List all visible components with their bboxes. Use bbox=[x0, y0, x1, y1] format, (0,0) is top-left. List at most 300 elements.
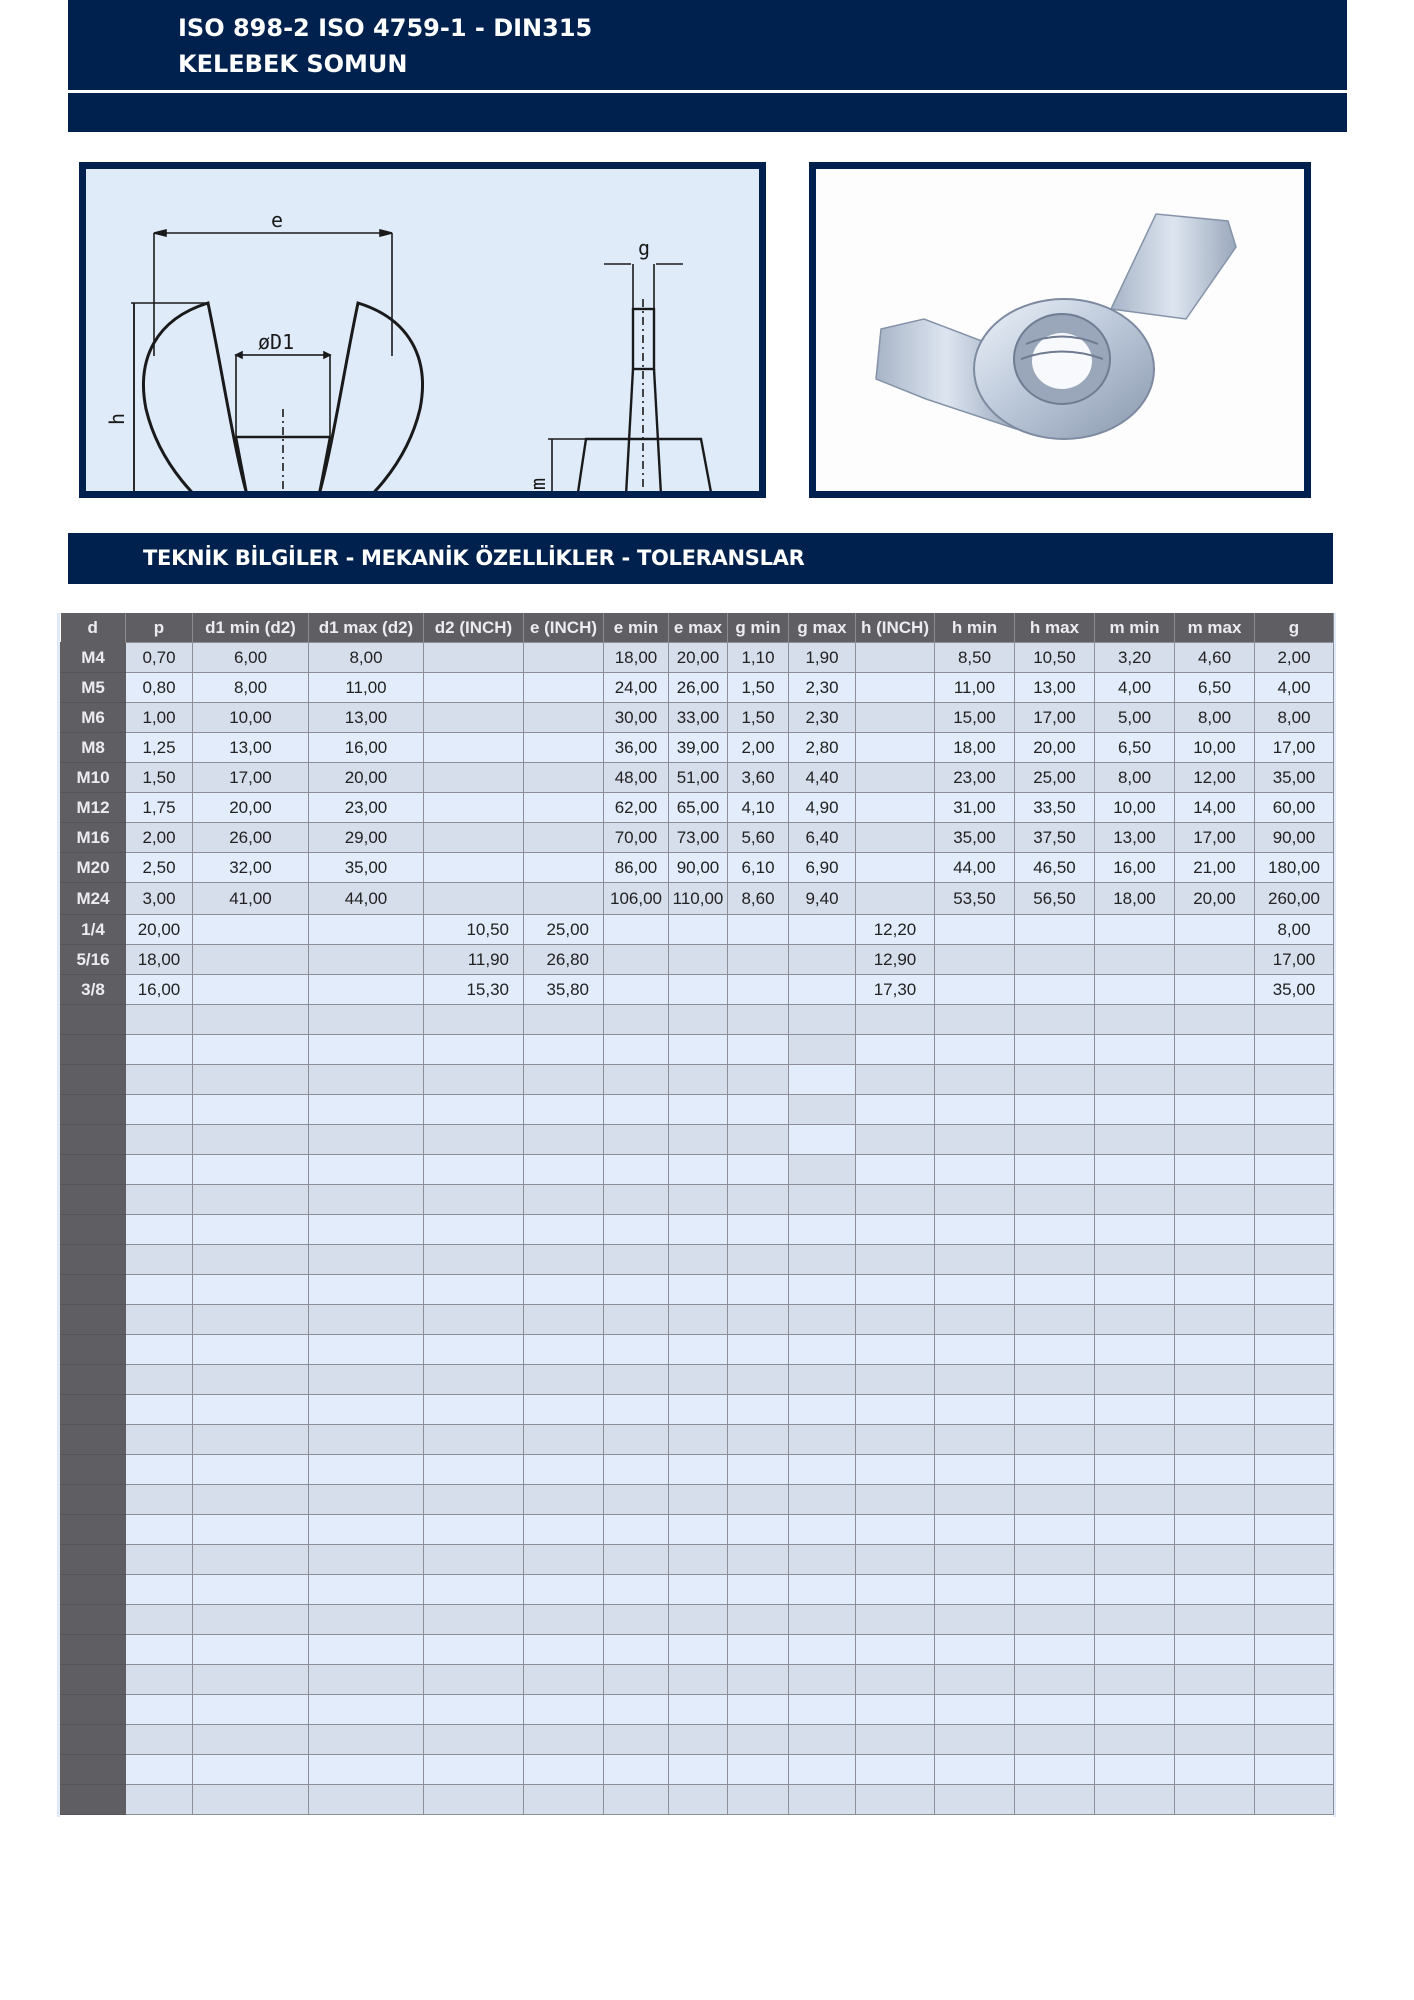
cell-d1-min bbox=[193, 1185, 309, 1215]
table-row-empty bbox=[61, 1545, 1334, 1575]
cell-p bbox=[126, 1695, 193, 1725]
cell-d2-inch: 10,50 bbox=[424, 915, 524, 945]
cell-e-inch bbox=[524, 1455, 604, 1485]
cell-g-min: 6,10 bbox=[728, 853, 789, 883]
cell-d1-max bbox=[309, 1665, 424, 1695]
cell-g-min: 8,60 bbox=[728, 883, 789, 915]
cell-h-min: 15,00 bbox=[935, 703, 1015, 733]
cell-g-max bbox=[789, 1365, 856, 1395]
cell-h-min: 31,00 bbox=[935, 793, 1015, 823]
row-label-d bbox=[61, 1635, 126, 1665]
cell-h-inch bbox=[856, 823, 935, 853]
table-row-empty bbox=[61, 1695, 1334, 1725]
cell-m-min bbox=[1095, 945, 1175, 975]
table-header-row bbox=[61, 613, 1334, 643]
cell-d1-min bbox=[193, 1065, 309, 1095]
cell-d1-max bbox=[309, 1125, 424, 1155]
row-label-d bbox=[61, 1335, 126, 1365]
cell-h-min bbox=[935, 1215, 1015, 1245]
table-row-empty bbox=[61, 1575, 1334, 1605]
cell-e-inch bbox=[524, 1005, 604, 1035]
cell-g-min: 1,50 bbox=[728, 703, 789, 733]
cell-d1-max bbox=[309, 1695, 424, 1725]
cell-e-max bbox=[669, 975, 728, 1005]
cell-g: 4,00 bbox=[1255, 673, 1334, 703]
section-header bbox=[68, 533, 1333, 584]
cell-g-max bbox=[789, 1665, 856, 1695]
cell-e-inch: 25,00 bbox=[524, 915, 604, 945]
cell-d2-inch bbox=[424, 1275, 524, 1305]
cell-h-min bbox=[935, 1305, 1015, 1335]
cell-h-inch bbox=[856, 1185, 935, 1215]
row-label-d: M24 bbox=[61, 883, 126, 915]
cell-p bbox=[126, 1425, 193, 1455]
cell-e-min bbox=[604, 975, 669, 1005]
cell-e-max bbox=[669, 1455, 728, 1485]
cell-h-min bbox=[935, 1365, 1015, 1395]
cell-h-min bbox=[935, 1425, 1015, 1455]
cell-h-min bbox=[935, 1095, 1015, 1125]
table-row-empty bbox=[61, 1455, 1334, 1485]
cell-h-min bbox=[935, 975, 1015, 1005]
cell-m-min bbox=[1095, 1425, 1175, 1455]
table-row-empty bbox=[61, 1425, 1334, 1455]
cell-e-max: 20,00 bbox=[669, 643, 728, 673]
table-row-empty bbox=[61, 1245, 1334, 1275]
cell-m-min bbox=[1095, 1365, 1175, 1395]
cell-m-max bbox=[1175, 1305, 1255, 1335]
cell-d1-min bbox=[193, 1575, 309, 1605]
cell-m-min: 10,00 bbox=[1095, 793, 1175, 823]
table-row-empty bbox=[61, 1305, 1334, 1335]
cell-m-min bbox=[1095, 1575, 1175, 1605]
cell-d1-min bbox=[193, 1755, 309, 1785]
row-label-d bbox=[61, 1065, 126, 1095]
cell-d1-max: 29,00 bbox=[309, 823, 424, 853]
cell-m-max bbox=[1175, 1065, 1255, 1095]
cell-e-max bbox=[669, 1245, 728, 1275]
cell-m-min bbox=[1095, 1335, 1175, 1365]
cell-h-max bbox=[1015, 1035, 1095, 1065]
cell-m-max bbox=[1175, 1035, 1255, 1065]
cell-h-max bbox=[1015, 1605, 1095, 1635]
cell-g-max: 2,30 bbox=[789, 673, 856, 703]
cell-g-max bbox=[789, 1305, 856, 1335]
cell-h-min bbox=[935, 1185, 1015, 1215]
cell-h-max bbox=[1015, 1395, 1095, 1425]
cell-g-min bbox=[728, 975, 789, 1005]
cell-g-max bbox=[789, 1005, 856, 1035]
cell-d2-inch bbox=[424, 1785, 524, 1815]
cell-d1-min bbox=[193, 1365, 309, 1395]
cell-m-max bbox=[1175, 1395, 1255, 1425]
cell-e-inch bbox=[524, 1305, 604, 1335]
cell-g: 35,00 bbox=[1255, 975, 1334, 1005]
row-label-d bbox=[61, 1575, 126, 1605]
cell-p bbox=[126, 1515, 193, 1545]
cell-h-min: 11,00 bbox=[935, 673, 1015, 703]
cell-d2-inch bbox=[424, 1335, 524, 1365]
cell-g: 2,00 bbox=[1255, 643, 1334, 673]
cell-g-min bbox=[728, 1695, 789, 1725]
cell-h-min: 35,00 bbox=[935, 823, 1015, 853]
column-header-e-min: e min bbox=[604, 613, 669, 643]
cell-d1-min bbox=[193, 1665, 309, 1695]
cell-e-inch bbox=[524, 883, 604, 915]
cell-p bbox=[126, 1035, 193, 1065]
cell-m-max: 4,60 bbox=[1175, 643, 1255, 673]
cell-d1-min bbox=[193, 1485, 309, 1515]
cell-e-inch bbox=[524, 1125, 604, 1155]
cell-e-min bbox=[604, 1575, 669, 1605]
cell-p bbox=[126, 1665, 193, 1695]
cell-p bbox=[126, 1215, 193, 1245]
cell-g-max bbox=[789, 945, 856, 975]
cell-e-min bbox=[604, 1485, 669, 1515]
cell-d1-max: 23,00 bbox=[309, 793, 424, 823]
cell-d2-inch bbox=[424, 1485, 524, 1515]
cell-e-max bbox=[669, 1005, 728, 1035]
wing-nut-drawing bbox=[86, 169, 759, 491]
cell-h-min: 18,00 bbox=[935, 733, 1015, 763]
cell-g: 17,00 bbox=[1255, 945, 1334, 975]
cell-g-max bbox=[789, 1125, 856, 1155]
cell-m-max bbox=[1175, 1275, 1255, 1305]
cell-g-max bbox=[789, 1155, 856, 1185]
cell-e-max bbox=[669, 1185, 728, 1215]
cell-g-min: 1,10 bbox=[728, 643, 789, 673]
cell-d1-max bbox=[309, 1335, 424, 1365]
cell-g-max bbox=[789, 1035, 856, 1065]
cell-e-min bbox=[604, 1305, 669, 1335]
cell-g-max: 6,40 bbox=[789, 823, 856, 853]
cell-m-min bbox=[1095, 1065, 1175, 1095]
cell-g-max bbox=[789, 1455, 856, 1485]
cell-p: 20,00 bbox=[126, 915, 193, 945]
table-row bbox=[61, 975, 1334, 1005]
cell-e-max bbox=[669, 1485, 728, 1515]
label-m: m bbox=[526, 477, 550, 490]
cell-e-inch bbox=[524, 1155, 604, 1185]
cell-d1-min bbox=[193, 1095, 309, 1125]
cell-h-max bbox=[1015, 1305, 1095, 1335]
cell-d2-inch bbox=[424, 1095, 524, 1125]
cell-e-inch bbox=[524, 1335, 604, 1365]
cell-h-min bbox=[935, 1695, 1015, 1725]
cell-m-max bbox=[1175, 975, 1255, 1005]
cell-g-max: 9,40 bbox=[789, 883, 856, 915]
cell-m-max: 8,00 bbox=[1175, 703, 1255, 733]
cell-g bbox=[1255, 1125, 1334, 1155]
cell-m-max bbox=[1175, 1515, 1255, 1545]
cell-h-max bbox=[1015, 1635, 1095, 1665]
cell-e-max bbox=[669, 1515, 728, 1545]
cell-h-inch bbox=[856, 1275, 935, 1305]
cell-d2-inch bbox=[424, 703, 524, 733]
cell-d1-max bbox=[309, 1185, 424, 1215]
cell-d1-min bbox=[193, 915, 309, 945]
cell-d1-max bbox=[309, 1635, 424, 1665]
cell-e-min: 30,00 bbox=[604, 703, 669, 733]
cell-h-min: 8,50 bbox=[935, 643, 1015, 673]
cell-d1-min bbox=[193, 1515, 309, 1545]
cell-d1-max: 8,00 bbox=[309, 643, 424, 673]
cell-e-min bbox=[604, 1035, 669, 1065]
cell-g-max: 1,90 bbox=[789, 643, 856, 673]
cell-g-min bbox=[728, 1305, 789, 1335]
cell-d2-inch bbox=[424, 823, 524, 853]
cell-p: 18,00 bbox=[126, 945, 193, 975]
table-row-empty bbox=[61, 1005, 1334, 1035]
cell-g bbox=[1255, 1185, 1334, 1215]
cell-d1-max bbox=[309, 1245, 424, 1275]
cell-g-min bbox=[728, 1035, 789, 1065]
cell-g-min bbox=[728, 1725, 789, 1755]
page-title-product: KELEBEK SOMUN bbox=[178, 50, 408, 78]
cell-e-min bbox=[604, 945, 669, 975]
cell-e-max: 33,00 bbox=[669, 703, 728, 733]
cell-h-inch bbox=[856, 763, 935, 793]
cell-h-min bbox=[935, 1665, 1015, 1695]
column-header-g-max: g max bbox=[789, 613, 856, 643]
cell-h-inch bbox=[856, 1245, 935, 1275]
cell-h-max bbox=[1015, 1095, 1095, 1125]
cell-m-max: 20,00 bbox=[1175, 883, 1255, 915]
cell-e-inch bbox=[524, 853, 604, 883]
cell-e-min bbox=[604, 1005, 669, 1035]
cell-g-max: 4,40 bbox=[789, 763, 856, 793]
table-row bbox=[61, 673, 1334, 703]
cell-d1-min bbox=[193, 1395, 309, 1425]
cell-h-max bbox=[1015, 1185, 1095, 1215]
cell-d1-min bbox=[193, 1245, 309, 1275]
cell-m-max: 10,00 bbox=[1175, 733, 1255, 763]
cell-d2-inch bbox=[424, 1185, 524, 1215]
cell-e-max bbox=[669, 1215, 728, 1245]
cell-m-min bbox=[1095, 1155, 1175, 1185]
cell-e-inch bbox=[524, 1575, 604, 1605]
cell-d1-max bbox=[309, 1515, 424, 1545]
cell-m-min: 16,00 bbox=[1095, 853, 1175, 883]
cell-e-inch bbox=[524, 1245, 604, 1275]
row-label-d: 5/16 bbox=[61, 945, 126, 975]
cell-e-min bbox=[604, 1455, 669, 1485]
cell-g-max bbox=[789, 1215, 856, 1245]
cell-g: 180,00 bbox=[1255, 853, 1334, 883]
cell-d2-inch bbox=[424, 1695, 524, 1725]
cell-e-inch bbox=[524, 733, 604, 763]
product-photo bbox=[809, 162, 1311, 498]
cell-g bbox=[1255, 1725, 1334, 1755]
cell-m-min bbox=[1095, 1785, 1175, 1815]
cell-p bbox=[126, 1275, 193, 1305]
cell-h-inch bbox=[856, 1365, 935, 1395]
cell-d1-max bbox=[309, 1065, 424, 1095]
cell-d1-min: 10,00 bbox=[193, 703, 309, 733]
label-d1: øD1 bbox=[258, 330, 295, 354]
cell-g-min bbox=[728, 1155, 789, 1185]
cell-m-min: 4,00 bbox=[1095, 673, 1175, 703]
cell-h-min bbox=[935, 1065, 1015, 1095]
cell-e-max bbox=[669, 945, 728, 975]
cell-d1-min bbox=[193, 1605, 309, 1635]
table-row bbox=[61, 915, 1334, 945]
table-row bbox=[61, 793, 1334, 823]
cell-d2-inch bbox=[424, 1395, 524, 1425]
table-row-empty bbox=[61, 1485, 1334, 1515]
cell-h-max bbox=[1015, 1755, 1095, 1785]
cell-d1-min bbox=[193, 1155, 309, 1185]
row-label-d: M10 bbox=[61, 763, 126, 793]
cell-m-max bbox=[1175, 1185, 1255, 1215]
cell-e-max bbox=[669, 1395, 728, 1425]
cell-e-min: 62,00 bbox=[604, 793, 669, 823]
cell-g-min bbox=[728, 1485, 789, 1515]
table-row-empty bbox=[61, 1185, 1334, 1215]
cell-h-inch: 12,20 bbox=[856, 915, 935, 945]
table-row-empty bbox=[61, 1335, 1334, 1365]
cell-e-max bbox=[669, 1275, 728, 1305]
cell-h-max bbox=[1015, 1455, 1095, 1485]
column-header-d2-inch: d2 (INCH) bbox=[424, 613, 524, 643]
cell-e-min bbox=[604, 1095, 669, 1125]
cell-e-inch bbox=[524, 1395, 604, 1425]
cell-e-min bbox=[604, 1515, 669, 1545]
technical-drawing bbox=[79, 162, 766, 498]
cell-h-min bbox=[935, 1035, 1015, 1065]
cell-h-inch bbox=[856, 1545, 935, 1575]
row-label-d bbox=[61, 1455, 126, 1485]
cell-d2-inch bbox=[424, 1305, 524, 1335]
cell-e-inch bbox=[524, 1545, 604, 1575]
cell-d1-max bbox=[309, 1215, 424, 1245]
cell-d1-min bbox=[193, 1005, 309, 1035]
cell-g-min bbox=[728, 1215, 789, 1245]
cell-g-max: 2,30 bbox=[789, 703, 856, 733]
cell-m-max bbox=[1175, 1335, 1255, 1365]
cell-h-min bbox=[935, 1275, 1015, 1305]
cell-g-min: 4,10 bbox=[728, 793, 789, 823]
cell-d1-max bbox=[309, 1425, 424, 1455]
cell-d1-min bbox=[193, 1425, 309, 1455]
cell-g-min bbox=[728, 1245, 789, 1275]
cell-h-min bbox=[935, 1755, 1015, 1785]
cell-h-inch bbox=[856, 793, 935, 823]
cell-d1-min: 17,00 bbox=[193, 763, 309, 793]
cell-h-inch bbox=[856, 1635, 935, 1665]
row-label-d bbox=[61, 1035, 126, 1065]
cell-h-inch bbox=[856, 1005, 935, 1035]
cell-h-min: 44,00 bbox=[935, 853, 1015, 883]
cell-e-min: 48,00 bbox=[604, 763, 669, 793]
cell-m-min bbox=[1095, 1185, 1175, 1215]
cell-m-max bbox=[1175, 1245, 1255, 1275]
cell-g-max: 2,80 bbox=[789, 733, 856, 763]
cell-d2-inch bbox=[424, 1545, 524, 1575]
cell-g: 260,00 bbox=[1255, 883, 1334, 915]
row-label-d bbox=[61, 1755, 126, 1785]
cell-g-max bbox=[789, 1725, 856, 1755]
cell-e-inch bbox=[524, 1365, 604, 1395]
cell-p bbox=[126, 1125, 193, 1155]
cell-g-min bbox=[728, 1755, 789, 1785]
page-title-standards: ISO 898-2 ISO 4759-1 - DIN315 bbox=[178, 14, 593, 42]
cell-g bbox=[1255, 1695, 1334, 1725]
cell-e-max bbox=[669, 1545, 728, 1575]
cell-d1-min bbox=[193, 1455, 309, 1485]
cell-g bbox=[1255, 1095, 1334, 1125]
cell-g: 8,00 bbox=[1255, 915, 1334, 945]
cell-h-max: 33,50 bbox=[1015, 793, 1095, 823]
cell-e-max: 73,00 bbox=[669, 823, 728, 853]
table-row-empty bbox=[61, 1725, 1334, 1755]
column-header-g: g bbox=[1255, 613, 1334, 643]
cell-h-inch bbox=[856, 703, 935, 733]
cell-h-max bbox=[1015, 1545, 1095, 1575]
cell-h-min bbox=[935, 1545, 1015, 1575]
row-label-d bbox=[61, 1155, 126, 1185]
cell-h-max bbox=[1015, 1785, 1095, 1815]
cell-e-max bbox=[669, 1425, 728, 1455]
cell-d2-inch bbox=[424, 1065, 524, 1095]
cell-h-max: 17,00 bbox=[1015, 703, 1095, 733]
cell-g-max bbox=[789, 1635, 856, 1665]
cell-d1-max bbox=[309, 945, 424, 975]
cell-g-min bbox=[728, 1275, 789, 1305]
cell-d1-min: 13,00 bbox=[193, 733, 309, 763]
cell-m-max bbox=[1175, 1365, 1255, 1395]
cell-h-inch bbox=[856, 1035, 935, 1065]
cell-e-max bbox=[669, 1335, 728, 1365]
row-label-d: M5 bbox=[61, 673, 126, 703]
cell-d1-max bbox=[309, 1455, 424, 1485]
column-header-e-max: e max bbox=[669, 613, 728, 643]
cell-e-inch bbox=[524, 1515, 604, 1545]
cell-g: 17,00 bbox=[1255, 733, 1334, 763]
cell-m-min: 13,00 bbox=[1095, 823, 1175, 853]
cell-e-min: 18,00 bbox=[604, 643, 669, 673]
cell-g-max bbox=[789, 1755, 856, 1785]
cell-h-max bbox=[1015, 975, 1095, 1005]
row-label-d: M20 bbox=[61, 853, 126, 883]
row-label-d bbox=[61, 1785, 126, 1815]
cell-p: 3,00 bbox=[126, 883, 193, 915]
cell-h-max bbox=[1015, 1665, 1095, 1695]
cell-g bbox=[1255, 1065, 1334, 1095]
cell-d2-inch bbox=[424, 883, 524, 915]
cell-e-min bbox=[604, 1365, 669, 1395]
cell-e-min bbox=[604, 1695, 669, 1725]
cell-e-max bbox=[669, 1605, 728, 1635]
table-row-empty bbox=[61, 1605, 1334, 1635]
cell-p bbox=[126, 1305, 193, 1335]
cell-d2-inch: 15,30 bbox=[424, 975, 524, 1005]
cell-h-inch bbox=[856, 1575, 935, 1605]
cell-m-min bbox=[1095, 1485, 1175, 1515]
cell-d1-max bbox=[309, 1485, 424, 1515]
cell-h-max bbox=[1015, 1065, 1095, 1095]
cell-e-inch bbox=[524, 1065, 604, 1095]
cell-g: 60,00 bbox=[1255, 793, 1334, 823]
cell-h-max: 25,00 bbox=[1015, 763, 1095, 793]
cell-d2-inch bbox=[424, 1425, 524, 1455]
specs-table bbox=[60, 613, 1334, 1815]
cell-m-min bbox=[1095, 1605, 1175, 1635]
cell-e-min bbox=[604, 1335, 669, 1365]
cell-h-min bbox=[935, 1635, 1015, 1665]
cell-e-max bbox=[669, 1575, 728, 1605]
table-row-empty bbox=[61, 1785, 1334, 1815]
